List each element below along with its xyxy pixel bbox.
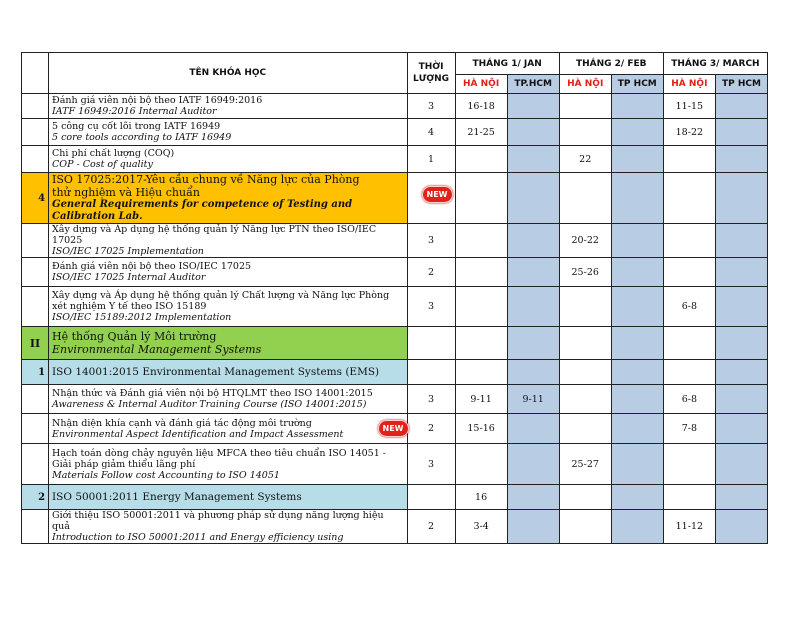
subsection-row xyxy=(22,485,768,510)
course-cell xyxy=(49,444,407,485)
date-hcm-jan xyxy=(507,119,559,146)
header-city-hcm-2: TP HCM xyxy=(611,75,663,94)
course-cell xyxy=(49,414,407,444)
date-hanoi-feb: 25-26 xyxy=(559,258,611,287)
date-hcm-mar xyxy=(715,119,767,146)
date-hcm-mar xyxy=(715,94,767,119)
subsection-duration xyxy=(407,360,455,385)
date-hcm-jan xyxy=(507,258,559,287)
course-duration: 3 xyxy=(407,224,455,258)
date-hanoi-feb xyxy=(559,327,611,360)
table-row xyxy=(22,94,768,119)
table-body xyxy=(22,94,768,544)
date-hcm-mar xyxy=(715,385,767,414)
course-name-en: Awareness & Internal Auditor Training Course (ISO 14001:2015) xyxy=(52,399,367,410)
course-duration: 2 xyxy=(407,414,455,444)
header-month-3: THÁNG 3/ MARCH xyxy=(663,53,767,75)
course-name-vi: Đánh giá viên nội bộ theo ISO/IEC 17025 xyxy=(52,261,252,272)
section-title-cell xyxy=(49,327,407,360)
table-row xyxy=(22,119,768,146)
course-cell xyxy=(49,224,407,258)
section-subtitle: Environmental Management Systems xyxy=(52,343,262,356)
course-cell xyxy=(49,287,407,327)
date-hanoi-mar: 18-22 xyxy=(663,119,715,146)
section-row xyxy=(22,173,768,224)
date-hanoi-jan xyxy=(455,444,507,485)
date-hcm-feb xyxy=(611,173,663,224)
header-city-hcm-1: TP.HCM xyxy=(507,75,559,94)
date-hcm-jan xyxy=(507,414,559,444)
date-hanoi-jan: 3-4 xyxy=(455,510,507,544)
table-row xyxy=(22,444,768,485)
date-hcm-mar xyxy=(715,224,767,258)
date-hcm-mar xyxy=(715,360,767,385)
course-cell xyxy=(49,385,407,414)
date-hanoi-jan: 15-16 xyxy=(455,414,507,444)
course-name-en: 5 core tools according to IATF 16949 xyxy=(52,132,232,143)
date-hanoi-feb xyxy=(559,287,611,327)
course-name-en: ISO/IEC 17025 Implementation xyxy=(52,246,204,257)
date-hanoi-jan xyxy=(455,224,507,258)
date-hanoi-feb xyxy=(559,385,611,414)
course-name-en: ISO/IEC 15189:2012 Implementation xyxy=(52,312,232,323)
course-schedule-table xyxy=(21,52,768,544)
course-name-en: Materials Follow cost Accounting to ISO 14051 xyxy=(52,469,280,481)
course-duration: 2 xyxy=(407,510,455,544)
date-hanoi-jan: 21-25 xyxy=(455,119,507,146)
section-duration xyxy=(407,327,455,360)
section-row xyxy=(22,327,768,360)
date-hanoi-jan xyxy=(455,146,507,173)
date-hcm-mar xyxy=(715,173,767,224)
date-hcm-jan xyxy=(507,510,559,544)
date-hanoi-jan xyxy=(455,258,507,287)
date-hanoi-jan: 16-18 xyxy=(455,94,507,119)
date-hanoi-feb xyxy=(559,485,611,510)
date-hcm-feb xyxy=(611,510,663,544)
date-hanoi-feb xyxy=(559,360,611,385)
date-hcm-mar xyxy=(715,287,767,327)
course-name-vi: Xây dựng và Áp dụng hệ thống quản lý Năng lực PTN theo ISO/IEC 17025 xyxy=(52,224,377,246)
date-hcm-feb xyxy=(611,444,663,485)
date-hanoi-mar xyxy=(663,444,715,485)
date-hcm-mar xyxy=(715,146,767,173)
header-city-hanoi-2: HÀ NỘI xyxy=(559,75,611,94)
header-duration: THỜI LƯỢNG xyxy=(407,53,455,94)
date-hanoi-feb xyxy=(559,94,611,119)
date-hanoi-feb xyxy=(559,173,611,224)
date-hanoi-feb xyxy=(559,510,611,544)
course-name-en: COP - Cost of quality xyxy=(52,159,153,170)
date-hanoi-feb xyxy=(559,119,611,146)
table-row xyxy=(22,146,768,173)
date-hanoi-mar xyxy=(663,224,715,258)
header-index-cell xyxy=(22,53,49,94)
date-hcm-jan xyxy=(507,444,559,485)
new-badge: NEW xyxy=(422,186,453,203)
date-hcm-feb xyxy=(611,94,663,119)
date-hcm-mar xyxy=(715,258,767,287)
date-hanoi-mar: 6-8 xyxy=(663,287,715,327)
course-duration: 3 xyxy=(407,385,455,414)
date-hanoi-jan xyxy=(455,173,507,224)
header-city-hanoi-1: HÀ NỘI xyxy=(455,75,507,94)
course-name-vi: 5 công cụ cốt lõi trong IATF 16949 xyxy=(52,121,221,132)
date-hanoi-mar xyxy=(663,485,715,510)
section-subtitle: General Requirements for competence of Testing and Calibration Lab. xyxy=(52,199,353,222)
date-hanoi-mar xyxy=(663,146,715,173)
date-hcm-feb xyxy=(611,414,663,444)
date-hanoi-mar xyxy=(663,173,715,224)
subsection-index: 1 xyxy=(22,360,49,385)
date-hcm-jan: 9-11 xyxy=(507,385,559,414)
date-hanoi-jan xyxy=(455,327,507,360)
section-title: ISO 17025:2017-Yêu cầu chung về Năng lực của Phòng thử nghiệm và Hiệu chuẩn xyxy=(52,173,360,199)
table-header xyxy=(22,53,768,94)
date-hcm-jan xyxy=(507,173,559,224)
date-hanoi-mar xyxy=(663,258,715,287)
course-name-vi: Giới thiệu ISO 50001:2011 và phương pháp sử dụng năng lượng hiệu quả xyxy=(52,510,384,532)
date-hanoi-feb: 25-27 xyxy=(559,444,611,485)
course-name-en: Environmental Aspect Identification and Impact Assessment xyxy=(52,428,344,440)
subsection-index: 2 xyxy=(22,485,49,510)
course-cell xyxy=(49,94,407,119)
course-duration: 1 xyxy=(407,146,455,173)
date-hcm-feb xyxy=(611,287,663,327)
date-hanoi-mar: 6-8 xyxy=(663,385,715,414)
course-name-vi: Nhận diện khía cạnh và đánh giá tác động môi trường xyxy=(52,417,312,429)
header-city-hanoi-3: HÀ NỘI xyxy=(663,75,715,94)
date-hanoi-mar: 11-12 xyxy=(663,510,715,544)
section-index: II xyxy=(22,327,49,360)
date-hanoi-feb: 22 xyxy=(559,146,611,173)
course-name-en: IATF 16949:2016 Internal Auditor xyxy=(52,106,217,117)
date-hcm-jan xyxy=(507,360,559,385)
course-duration: 3 xyxy=(407,287,455,327)
course-cell xyxy=(49,510,407,544)
course-name-vi: Chi phí chất lượng (COQ) xyxy=(52,148,175,159)
date-hcm-feb xyxy=(611,224,663,258)
date-hcm-mar xyxy=(715,485,767,510)
date-hcm-mar xyxy=(715,327,767,360)
course-name-en: ISO/IEC 17025 Internal Auditor xyxy=(52,272,206,283)
date-hanoi-mar: 7-8 xyxy=(663,414,715,444)
table-row xyxy=(22,258,768,287)
header-month-2: THÁNG 2/ FEB xyxy=(559,53,663,75)
section-title: Hệ thống Quản lý Môi trường xyxy=(52,330,217,343)
subsection-duration xyxy=(407,485,455,510)
date-hanoi-mar xyxy=(663,327,715,360)
table-row xyxy=(22,385,768,414)
date-hcm-jan xyxy=(507,94,559,119)
date-hcm-jan xyxy=(507,224,559,258)
course-name-vi: Đánh giá viên nội bộ theo IATF 16949:2016 xyxy=(52,95,263,106)
course-name-vi: Nhận thức và Đánh giá viên nội bộ HTQLMT theo ISO 14001:2015 xyxy=(52,388,373,399)
course-duration: 4 xyxy=(407,119,455,146)
table-row xyxy=(22,414,768,444)
header-course-name: TÊN KHÓA HỌC xyxy=(49,53,407,94)
new-badge: NEW xyxy=(378,420,409,437)
date-hanoi-feb xyxy=(559,414,611,444)
date-hanoi-jan: 9-11 xyxy=(455,385,507,414)
date-hcm-feb xyxy=(611,258,663,287)
date-hcm-jan xyxy=(507,287,559,327)
course-name-vi: Hạch toán dòng chảy nguyên liệu MFCA theo tiêu chuẩn ISO 14051 - Giải pháp giảm thiểu lãng phí xyxy=(52,447,386,470)
course-duration: 2 xyxy=(407,258,455,287)
date-hcm-jan xyxy=(507,485,559,510)
date-hcm-feb xyxy=(611,327,663,360)
date-hanoi-jan xyxy=(455,360,507,385)
section-index: 4 xyxy=(22,173,49,224)
date-hcm-feb xyxy=(611,360,663,385)
date-hanoi-jan: 16 xyxy=(455,485,507,510)
table-row xyxy=(22,224,768,258)
date-hanoi-mar: 11-15 xyxy=(663,94,715,119)
date-hcm-jan xyxy=(507,327,559,360)
table-row xyxy=(22,287,768,327)
course-name-vi: Xây dựng và Áp dụng hệ thống quản lý Chất lượng và Năng lực Phòng xét nghiệm Y tế theo ISO 15189 xyxy=(52,290,390,312)
subsection-title: ISO 14001:2015 Environmental Management Systems (EMS) xyxy=(49,360,407,385)
date-hcm-feb xyxy=(611,146,663,173)
subsection-row xyxy=(22,360,768,385)
date-hcm-jan xyxy=(507,146,559,173)
course-cell xyxy=(49,146,407,173)
course-name-en: Introduction to ISO 50001:2011 and Energy efficiency using xyxy=(52,532,344,543)
date-hcm-feb xyxy=(611,119,663,146)
header-month-1: THÁNG 1/ JAN xyxy=(455,53,559,75)
course-cell xyxy=(49,119,407,146)
section-title-cell xyxy=(49,173,448,224)
course-duration: 3 xyxy=(407,94,455,119)
date-hanoi-mar xyxy=(663,360,715,385)
date-hcm-mar xyxy=(715,510,767,544)
date-hcm-feb xyxy=(611,385,663,414)
table-row xyxy=(22,510,768,544)
date-hcm-feb xyxy=(611,485,663,510)
course-cell xyxy=(49,258,407,287)
date-hanoi-jan xyxy=(455,287,507,327)
course-duration: 3 xyxy=(407,444,455,485)
subsection-title: ISO 50001:2011 Energy Management Systems xyxy=(49,485,407,510)
date-hcm-mar xyxy=(715,444,767,485)
date-hcm-mar xyxy=(715,414,767,444)
header-city-hcm-3: TP HCM xyxy=(715,75,767,94)
date-hanoi-feb: 20-22 xyxy=(559,224,611,258)
